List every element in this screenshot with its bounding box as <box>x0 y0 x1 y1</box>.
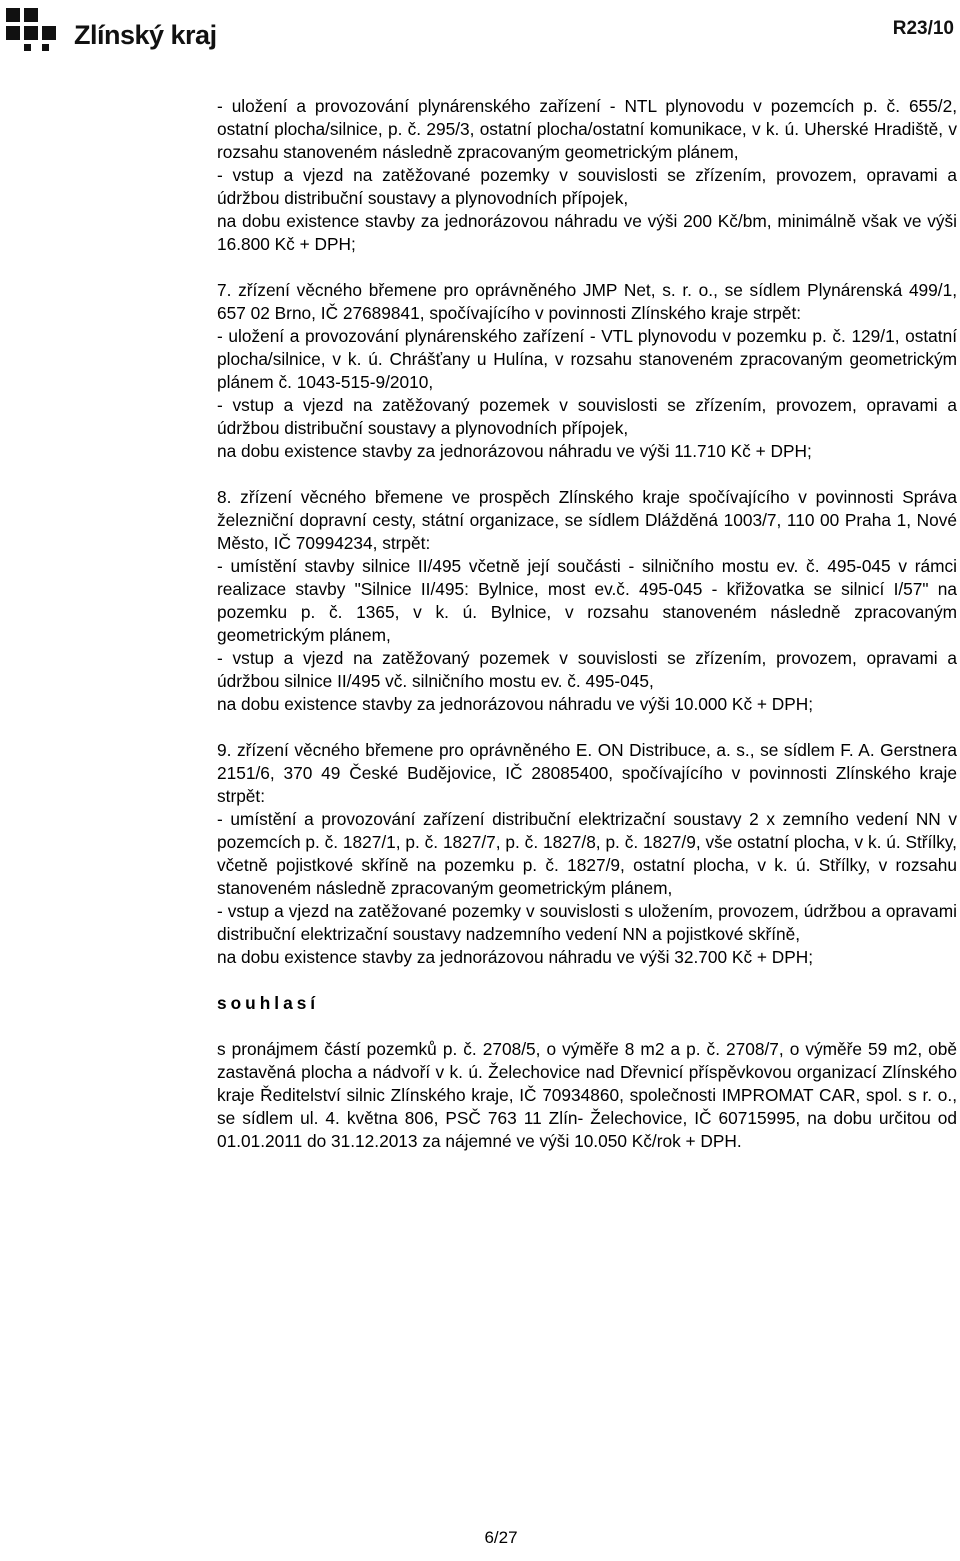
paragraph: na dobu existence stavby za jednorázovou náhradu ve výši 200 Kč/bm, minimálně však ve výši 16.800 Kč + DPH; <box>217 211 957 254</box>
paragraph: - vstup a vjezd na zatěžovaný pozemek v souvislosti se zřízením, provozem, opravami a údržbou silnice II/495 vč. silničního mostu ev. č. 495-045, <box>217 648 957 691</box>
logo-text: Zlínský kraj <box>74 19 217 50</box>
paragraph: na dobu existence stavby za jednorázovou náhradu ve výši 11.710 Kč + DPH; <box>217 441 812 461</box>
paragraph: - vstup a vjezd na zatěžované pozemky v souvislosti se zřízením, provozem, opravami a údržbou distribuční soustavy a plynovodních přípojek, <box>217 165 957 208</box>
paragraph: s pronájmem částí pozemků p. č. 2708/5, o výměře 8 m2 a p. č. 2708/7, o výměře 59 m2, obě zastavěná plocha a nádvoří v k. ú. Želechovice nad Dřevnicí příspěvkovou organizací Zlínského kraje Ředitelství silnic Zlínského kraje, IČ 70934860, společnosti IMPROMAT CAR, spol. s r. o., se sídlem ul. 4. května 806, PSČ 763 11 Zlín- Želechovice, IČ 60715995, na dobu určitou od 01.01.2011 do 31.12.2013 za nájemné ve výši 10.050 Kč/rok + DPH. <box>217 1039 957 1151</box>
paragraph: - umístění a provozování zařízení distribuční elektrizační soustavy 2 x zemního vedení NN v pozemcích p. č. 1827/1, p. č. 1827/7, p. č. 1827/8, p. č. 1827/9, vše ostatní plocha, v k. ú. Střílky, včetně pojistkové skříně na pozemku p. č. 1827/9, ostatní plocha, v k. ú. Střílky, v rozsahu stanoveném následně zpracovaným geometrickým plánem, <box>217 809 957 898</box>
paragraph: - uložení a provozování plynárenského zařízení - VTL plynovodu v pozemku p. č. 129/1, ostatní plocha/silnice, v k. ú. Chrášťany u Hulína, v rozsahu stanoveném zpracovaným geometrickým plánem č. 1043-515-9/2010, <box>217 326 957 392</box>
paragraph: - vstup a vjezd na zatěžovaný pozemek v souvislosti se zřízením, provozem, opravami a údržbou distribuční soustavy a plynovodních přípojek, <box>217 395 957 438</box>
paragraph: - uložení a provozování plynárenského zařízení - NTL plynovodu v pozemcích p. č. 655/2, ostatní plocha/silnice, p. č. 295/3, ostatní plocha/ostatní komunikace, v k. ú. Uherské Hradiště, v rozsahu stanoveném následně zpracovaným geometrickým plánem, <box>217 96 957 162</box>
document-body <box>217 95 957 1153</box>
paragraph: 8. zřízení věcného břemene ve prospěch Zlínského kraje spočívajícího v povinnosti Správa železniční dopravní cesty, státní organizace, se sídlem Dlážděná 1003/7, 110 00 Praha 1, Nové Město, IČ 70994234, strpět: <box>217 487 957 553</box>
paragraph: na dobu existence stavby za jednorázovou náhradu ve výši 32.700 Kč + DPH; <box>217 947 814 967</box>
zlinsky-kraj-logo <box>6 8 217 52</box>
page-number-text: 6/27 <box>484 1528 518 1547</box>
paragraph: na dobu existence stavby za jednorázovou náhradu ve výši 10.000 Kč + DPH; <box>217 694 814 714</box>
document-id: R23/10 <box>892 18 954 39</box>
resolution-heading: souhlasí <box>217 993 320 1013</box>
paragraph: 7. zřízení věcného břemene pro oprávněného JMP Net, s. r. o., se sídlem Plynárenská 499/1, 657 02 Brno, IČ 27689841, spočívajícího v povinnosti Zlínského kraje strpět: <box>217 280 957 323</box>
paragraph: - vstup a vjezd na zatěžované pozemky v souvislosti s uložením, provozem, údržbou a opravami distribuční elektrizační soustavy nadzemního vedení NN a pojistkové skříně, <box>217 901 957 944</box>
logo-squares-icon <box>6 8 68 52</box>
paragraph: 9. zřízení věcného břemene pro oprávněného E. ON Distribuce, a. s., se sídlem F. A. Gerstnera 2151/6, 370 49 České Budějovice, IČ 28085400, spočívajícího v povinnosti Zlínského kraje strpět: <box>217 740 957 806</box>
page-number <box>0 1528 960 1548</box>
paragraph: - umístění stavby silnice II/495 včetně její součásti - silničního mostu ev. č. 495-045 v rámci realizace stavby "Silnice II/495: Bylnice, most ev.č. 495-045 - křižovatka se silnicí I/57" na pozemku p. č. 1365, v k. ú. Bylnice, v rozsahu stanoveném následně zpracovaným geometrickým plánem, <box>217 556 957 645</box>
